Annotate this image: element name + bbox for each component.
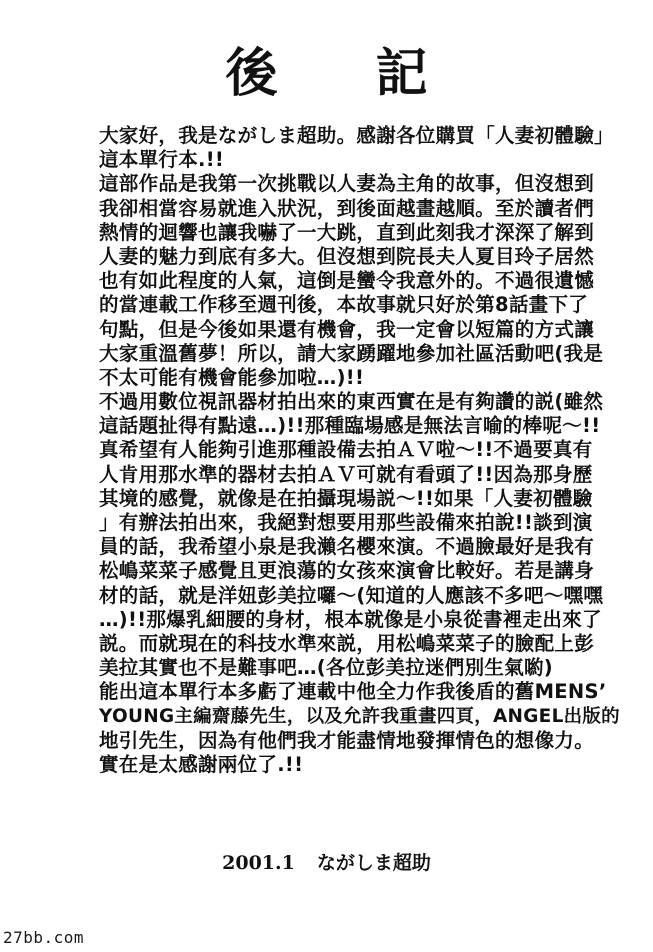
body-line: 這本單行本.!! bbox=[99, 148, 225, 172]
signature-date: 2001.1 bbox=[222, 852, 295, 874]
afterword-body bbox=[99, 124, 619, 777]
site-watermark: 27bb.com bbox=[3, 928, 85, 947]
body-line: 人妻的魅力到底有多大。但沒想到院長夫人夏目玲子居然 bbox=[99, 244, 595, 268]
body-line: 也有如此程度的人氣，這倒是蠻令我意外的。不過很遺憾 bbox=[99, 269, 595, 293]
body-line: 這部作品是我第一次挑戰以人妻為主角的故事，但沒想到 bbox=[99, 172, 595, 196]
body-line: 不太可能有機會能參加啦…)!! bbox=[99, 365, 365, 389]
body-line: 説。而就現在的科技水準來説，用松嶋菜菜子的臉配上彭 bbox=[99, 631, 595, 655]
body-line: 其境的感覺，就像是在拍攝現場説～!!如果「人妻初體驗 bbox=[99, 486, 593, 510]
body-line: 熱情的迴響也讓我嚇了一大跳，直到此刻我才深深了解到 bbox=[99, 220, 595, 244]
body-line: 實在是太感謝兩位了.!! bbox=[99, 752, 304, 776]
body-line: 員的話，我希望小泉是我瀨名櫻來演。不過臉最好是我有 bbox=[99, 535, 595, 559]
body-line: YOUNG主編齋藤先生，以及允許我重畫四頁，ANGEL出版的 bbox=[99, 705, 620, 727]
body-line: 地引先生，因為有他們我才能盡情地發揮情色的想像力。 bbox=[99, 728, 595, 752]
page-title: 後 記 bbox=[225, 43, 468, 104]
body-line: 的當連載工作移至週刊後，本故事就只好於第8話畫下了 bbox=[99, 293, 589, 317]
signature bbox=[0, 849, 653, 877]
body-line: 句點，但是今後如果還有機會，我一定會以短篇的方式讓 bbox=[99, 317, 595, 341]
body-line: 能出這本單行本多虧了連載中他全力作我後盾的舊MENS’ bbox=[99, 680, 607, 704]
body-line: …)!!那爆乳細腰的身材，根本就像是小泉從書裡走出來了 bbox=[99, 607, 602, 631]
body-line: 美拉其實也不是難事吧…(各位彭美拉迷們別生氣喲) bbox=[99, 656, 554, 680]
body-line: 大家好，我是ながしま超助。感謝各位購買「人妻初體驗」 bbox=[99, 124, 614, 147]
body-line: 」有辦法拍出來，我絕對想要用那些設備來拍說!!談到演 bbox=[99, 511, 593, 534]
body-line: 人肯用那水準的器材去拍ＡＶ可就有看頭了!!因為那身歷 bbox=[99, 462, 593, 486]
body-line: 不過用數位視訊器材拍出來的東西實在是有夠讚的説(雖然 bbox=[99, 390, 604, 414]
body-line: 大家重溫舊夢！所以，請大家踴躍地參加社區活動吧(我是 bbox=[99, 341, 604, 365]
body-line: 材的話，就是洋妞彭美拉囉～(知道的人應該不多吧～嘿嘿 bbox=[99, 583, 604, 607]
body-line: 這話題扯得有點遠…)!!那種臨場感是無法言喻的棒呢～!! bbox=[99, 414, 601, 438]
signature-author: ながしま超助 bbox=[316, 852, 431, 874]
body-line: 真希望有人能夠引進那種設備去拍ＡＶ啦～!!不過要真有 bbox=[99, 438, 593, 462]
body-line: 我卻相當容易就進入狀況，到後面越畫越順。至於讀者們 bbox=[99, 196, 595, 220]
body-line: 松嶋菜菜子感覺且更浪蕩的女孩來演會比較好。若是講身 bbox=[99, 559, 595, 583]
